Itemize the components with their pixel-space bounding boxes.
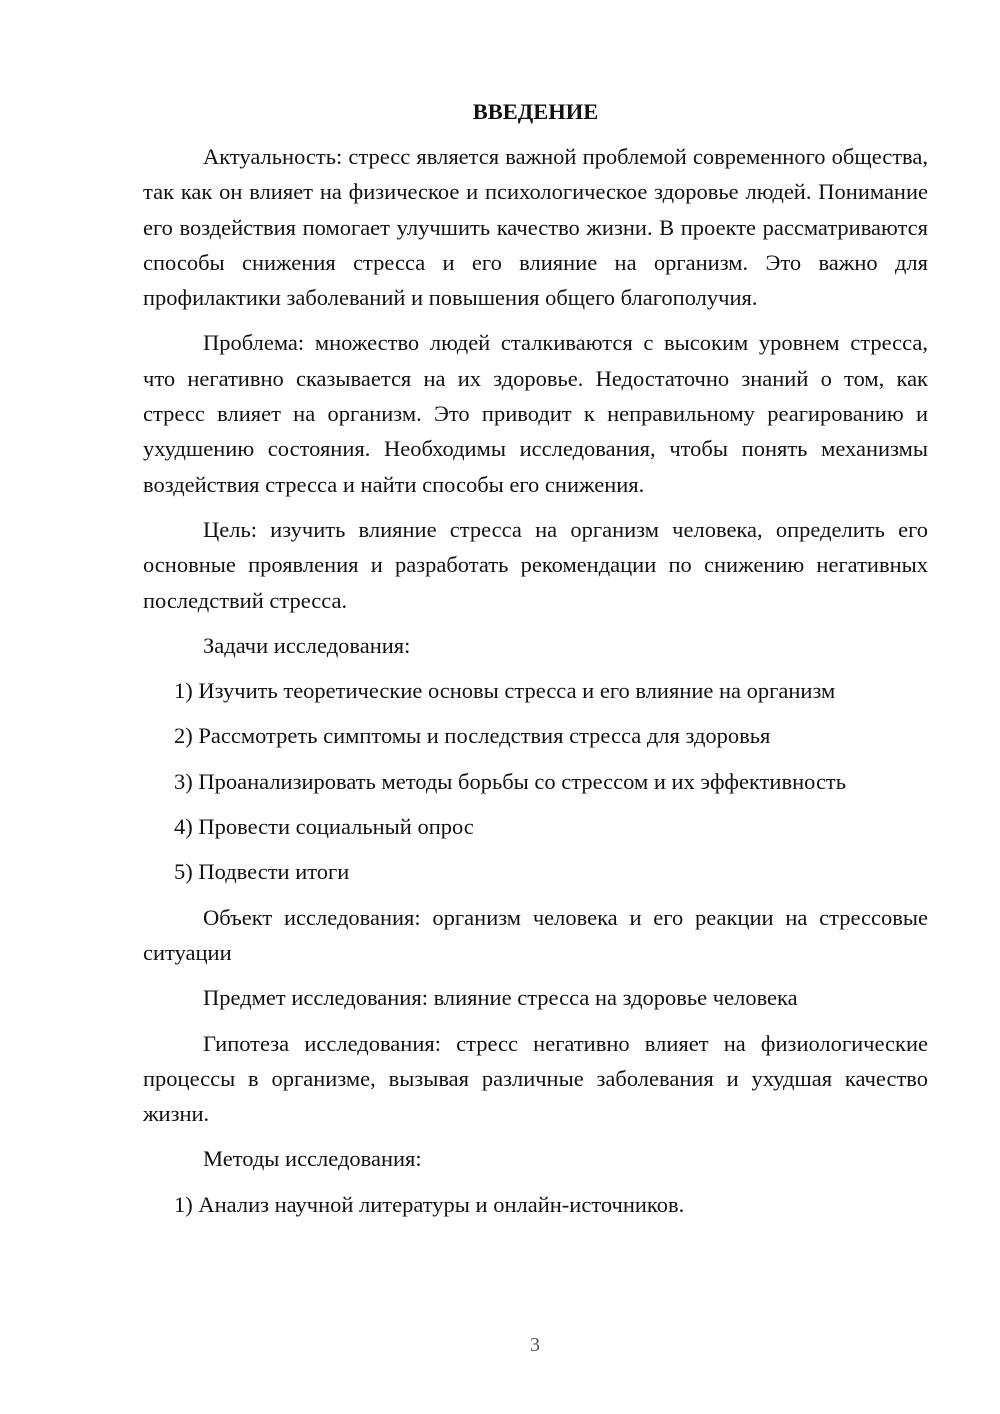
- task-item: 3) Проанализировать методы борьбы со стрессом и их эффективность: [174, 768, 847, 794]
- section-title: ВВЕДЕНИЕ: [472, 99, 599, 124]
- paragraph-relevance: Актуальность: стресс является важной проблемой современного общества, так как он влияет на физическое и психологическое здоровье людей. Понимание его воздействия помогает улучшить качество жизни. В проекте рассматриваются способы снижения стресса и его влияние на организм. Это важно для профилактики заболеваний и повышения общего благополучия.: [143, 144, 928, 311]
- task-item: 1) Изучить теоретические основы стресса и его влияние на организм: [174, 678, 836, 704]
- paragraph-problem: Проблема: множество людей сталкиваются с высоким уровнем стресса, что негативно сказывается на их здоровье. Недостаточно знаний о том, как стресс влияет на организм. Это приводит к неправильному реагированию и ухудшению состояния. Необходимы исследования, чтобы понять механизмы воздействия стресса и найти способы его снижения.: [143, 330, 928, 497]
- task-item: 2) Рассмотреть симптомы и последствия стресса для здоровья: [174, 723, 771, 749]
- paragraph-object: Объект исследования: организм человека и его реакции на стрессовые ситуации: [143, 904, 928, 965]
- method-item: 1) Анализ научной литературы и онлайн-источников.: [174, 1191, 685, 1217]
- task-item: 5) Подвести итоги: [174, 859, 350, 885]
- tasks-heading: Задачи исследования:: [203, 632, 411, 658]
- paragraph-subject: Предмет исследования: влияние стресса на здоровье человека: [203, 985, 798, 1011]
- methods-heading: Методы исследования:: [203, 1146, 422, 1172]
- paragraph-hypothesis: Гипотеза исследования: стресс негативно влияет на физиологические процессы в организме, вызывая различные заболевания и ухудшая качество жизни.: [143, 1030, 928, 1127]
- paragraph-goal: Цель: изучить влияние стресса на организм человека, определить его основные проявления и разработать рекомендации по снижению негативных последствий стресса.: [143, 516, 928, 613]
- page-content: [143, 94, 928, 1232]
- page-number: 3: [530, 1334, 540, 1356]
- task-item: 4) Провести социальный опрос: [174, 814, 474, 840]
